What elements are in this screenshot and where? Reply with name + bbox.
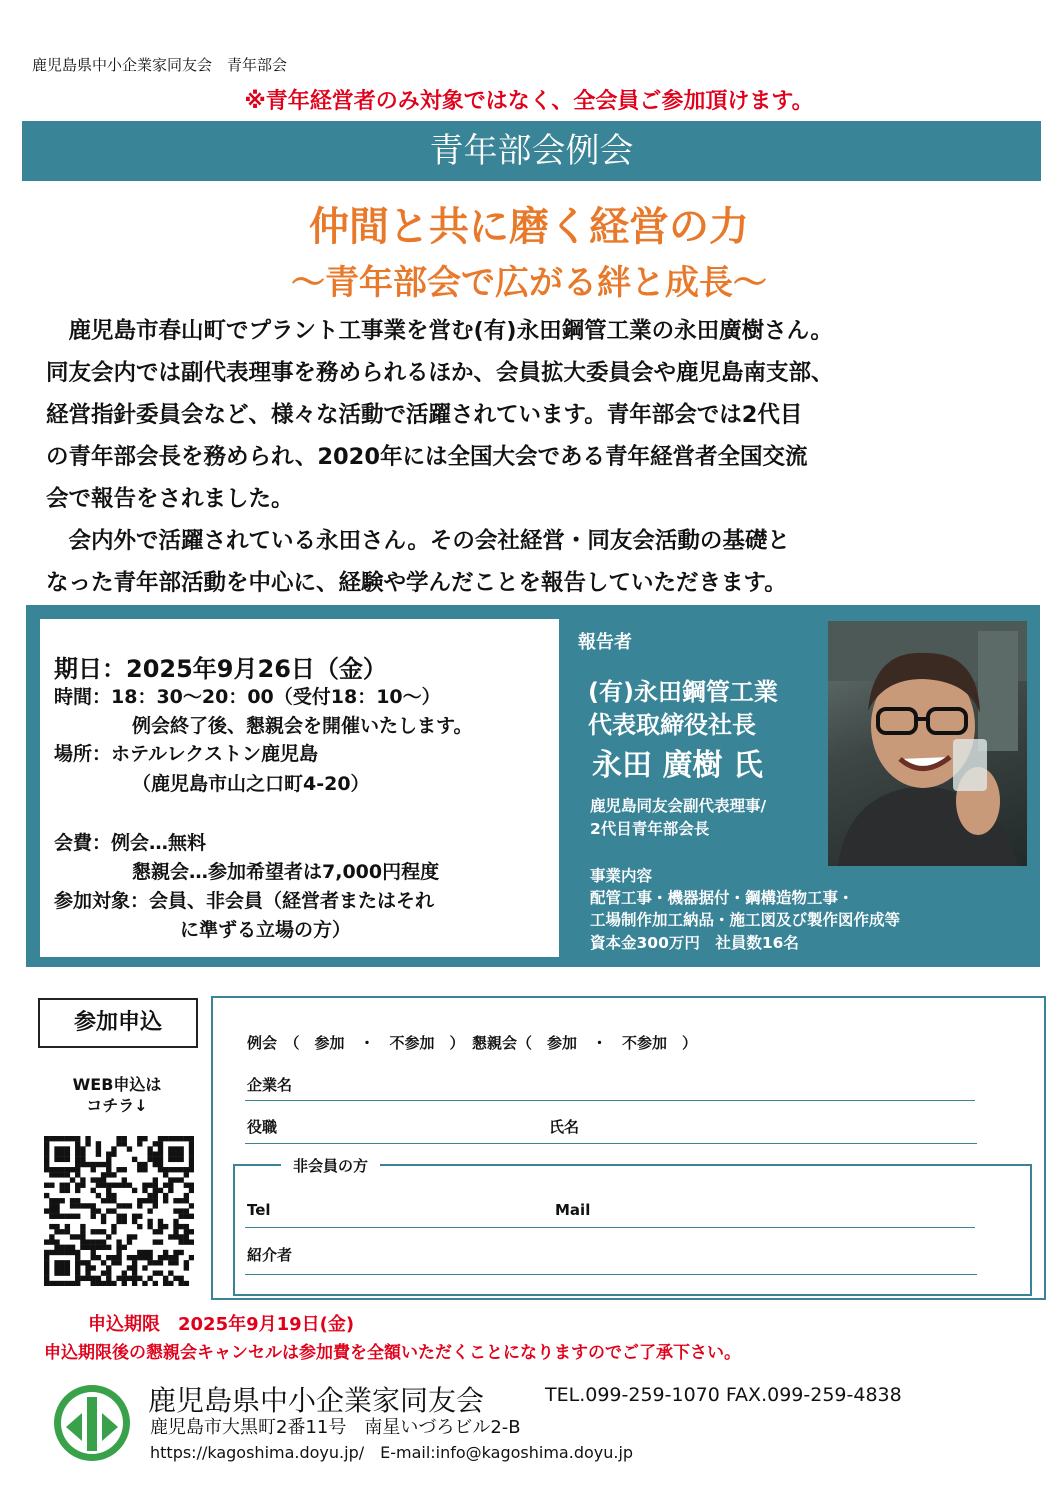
nonmember-label: 非会員の方: [281, 1155, 380, 1176]
position-label: 役職: [247, 1118, 278, 1136]
web-text-line: WEB申込は: [72, 1075, 162, 1094]
reporter-company: (有)永田鋼管工業: [588, 678, 778, 706]
event-place-address: （鹿児島市山之口町4-20）: [132, 773, 370, 795]
business-line: 配管工事・機器据付・鋼構造物工事・: [590, 889, 854, 907]
description-line: 会内外で活躍されている永田さん。その会社経営・同友会活動の基礎と: [46, 528, 790, 554]
web-application-text: [52, 1074, 182, 1116]
eligibility-notice: ※青年経営者のみ対象ではなく、全会員ご参加頂けます。: [244, 89, 814, 114]
name-label: 氏名: [549, 1118, 580, 1136]
footer-address: 鹿児島市大黒町2番11号 南星いづろビル2-B: [150, 1417, 521, 1438]
company-name-field[interactable]: [245, 1100, 975, 1101]
reporter-photo: [828, 621, 1027, 866]
event-target: 参加対象：会員、非会員（経営者またはそれ: [54, 890, 435, 912]
tel-mail-field[interactable]: [245, 1227, 975, 1228]
position-name-field[interactable]: [245, 1143, 977, 1144]
reporter-name: 永田 廣樹 氏: [592, 748, 763, 783]
event-description: [46, 310, 1036, 604]
description-line: 経営指針委員会など、様々な活動で活躍されています。青年部会では2代目: [46, 402, 803, 428]
event-details-box: [40, 619, 559, 957]
footer-contact: TEL.099-259-1070 FAX.099-259-4838: [545, 1384, 902, 1406]
reporter-position: 代表取締役社長: [588, 711, 756, 739]
organizer-label: 鹿児島県中小企業家同友会 青年部会: [32, 56, 288, 74]
description-line: 同友会内では副代表理事を務められるほか、会員拡大委員会や鹿児島南支部、: [46, 360, 834, 386]
event-target-cont: に準ずる立場の方）: [180, 919, 352, 941]
cancellation-note: 申込期限後の懇親会キャンセルは参加費を全額いただくことになりますのでご了承下さい。: [44, 1343, 741, 1363]
nonmember-section: [233, 1157, 1032, 1296]
event-time: 時間：18：30～20：00（受付18：10～）: [54, 686, 441, 708]
event-fee: 会費：例会…無料: [54, 832, 207, 854]
company-name-label: 企業名: [247, 1076, 293, 1094]
event-title: 仲間と共に磨く経営の力: [309, 204, 749, 250]
application-deadline: 申込期限 2025年9月19日(金): [88, 1314, 355, 1335]
referrer-field[interactable]: [245, 1274, 977, 1275]
event-subtitle: ～青年部会で広がる絆と成長～: [291, 263, 767, 303]
description-line: なった青年部活動を中心に、経験や学んだことを報告していただきます。: [46, 570, 787, 596]
reporter-role: 鹿児島同友会副代表理事/: [590, 797, 767, 815]
reporter-role-2: 2代目青年部会長: [590, 820, 710, 838]
footer-url[interactable]: https://kagoshima.doyu.jp/ E-mail:info@kagoshima.doyu.jp: [150, 1443, 634, 1462]
referrer-label: 紹介者: [247, 1246, 293, 1264]
reporter-label: 報告者: [578, 632, 632, 653]
company-capital: 資本金300万円 社員数16名: [590, 934, 799, 952]
footer-org-name: 鹿児島県中小企業家同友会: [148, 1384, 485, 1417]
mail-label: Mail: [555, 1201, 591, 1219]
qr-code[interactable]: [44, 1136, 194, 1286]
description-line: 鹿児島市春山町でプラント工事業を営む(有)永田鋼管工業の永田廣樹さん。: [46, 318, 833, 344]
event-time-note: 例会終了後、懇親会を開催いたします。: [132, 715, 473, 737]
application-label: 参加申込: [38, 998, 198, 1048]
tel-label: Tel: [247, 1201, 271, 1219]
event-fee-party: 懇親会…参加希望者は7,000円程度: [132, 861, 440, 883]
business-line: 工場制作加工納品・施工図及び製作図作成等: [590, 911, 901, 929]
description-line: 会で報告をされました。: [46, 486, 294, 512]
web-text-line: コチラ↓: [86, 1096, 148, 1115]
attendance-options[interactable]: 例会 （ 参加 ・ 不参加 ） 懇親会（ 参加 ・ 不参加 ）: [247, 1034, 698, 1052]
event-banner: 青年部会例会: [22, 121, 1041, 181]
doyukai-logo: [52, 1383, 132, 1463]
description-line: の青年部会長を務められ、2020年には全国大会である青年経営者全国交流: [46, 444, 808, 470]
event-place: 場所：ホテルレクストン鹿児島: [54, 743, 319, 765]
event-date: 期日：2025年9月26日（金）: [54, 655, 387, 683]
business-label: 事業内容: [590, 867, 653, 885]
